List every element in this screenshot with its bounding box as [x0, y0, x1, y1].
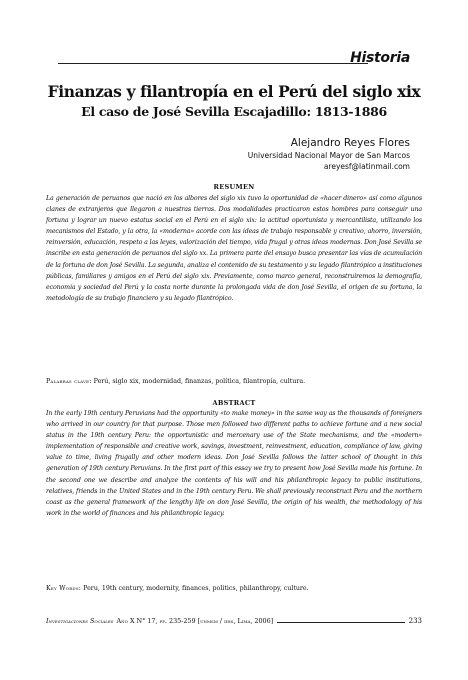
- article-title: Finanzas y filantropía en el Perú del siglo xix: [47, 82, 421, 101]
- resumen-keywords-value: Perú, siglo xix, modernidad, finanzas, política, filantropía, cultura.: [93, 378, 306, 385]
- author-block: [248, 137, 410, 172]
- journal-citation: Año X N° 17, pp. 235-259 [unmsm / iihs, Lima, 2006]: [116, 617, 274, 625]
- abstract-keywords-label: Key Words:: [46, 585, 82, 592]
- header-rule: [58, 63, 368, 64]
- resumen-heading: RESUMEN: [213, 183, 255, 191]
- abstract-heading: ABSTRACT: [212, 399, 256, 407]
- resumen-text: La generación de peruanos que nació en los albores del siglo xix tuvo la oportunidad de «hacer dinero» así como algunos clanes de extranjeros que llegaron a nuestras tierras. Dos modalidades practicaron estos hombres para conseguir una fortuna y lograr un nuevo estatus social en el Perú en el siglo xix: la actitud oportunista y mercantilista, utilizando los mecanismos del Estado, y la otra, la «moderna» acorde con las ideas de trabajo responsable y creativo, ahorro, inversión, reinversión, educación, respeto a las leyes, valorización del tiempo, vida frugal y otras ideas modernas. Don José Sevilla se inscribe en esta generación de peruanos del siglo xx. La primera parte del ensayo busca presentar las vías de acumulación de la fortuna de don José Sevilla. La segunda, analiza el contenido de su testamento y su legado filantrópico a instituciones públicas, familiares y amigos en el Perú del siglo xix. Previamente, como marco general, reconstruiremos la demografía, economía y sociedad del Perú y la costa norte durante la prolongada vida de don José Sevilla, el origen de su fortuna, la metodología de su trabajo financiero y su legado filantrópico.: [46, 195, 422, 302]
- abstract-text: In the early 19th century Peruvians had the opportunity «to make money» in the same way as the thousands of foreigners who arrived in our country for that purpose. Those men followed two different paths to achieve fortune and a new social status in the 19th century Peru: the opportunistic and mercenary use of the State mechanisms, and the «modern» implementation of responsible and creative work, savings, investment, reinvestment, education, compliance of law, giving value to time, living frugally and other modern ideas. Don José Sevilla follows the latter school of thought in this generation of 19th century Peruvians. In the first part of this essay we try to present how José Sevilla made his fortune. In the second one we describe and analyze the contents of his will and his philanthropic legacy to public institutions, relatives, friends in the United States and in the 19th century Peru. We shall previously reconstruct Peru and the northern coast as the general framework of the lengthy life on don José Sevilla, the origin of his wealth, the methodology of his work in the world of finances and his philanthropic legacy.: [46, 410, 422, 517]
- abstract-keywords: [46, 584, 422, 594]
- resumen-keywords-label: Palabras clave:: [46, 378, 92, 385]
- journal-name: Investigaciones Sociales: [46, 617, 114, 625]
- article-subtitle: El caso de José Sevilla Escajadillo: 1813-1886: [81, 104, 387, 119]
- section-tag: Historia: [350, 50, 410, 66]
- page-number: 233: [408, 617, 422, 625]
- page-footer: [46, 616, 422, 626]
- footer-rule: [277, 622, 404, 623]
- author-affiliation: Universidad Nacional Mayor de San Marcos: [247, 151, 410, 160]
- abstract-keywords-value: Peru, 19th century, modernity, finances, politics, philanthropy, culture.: [83, 585, 309, 592]
- author-email: areyesf@latinmail.com: [323, 162, 410, 171]
- author-name: Alejandro Reyes Flores: [290, 137, 410, 149]
- resumen-keywords: [46, 377, 422, 387]
